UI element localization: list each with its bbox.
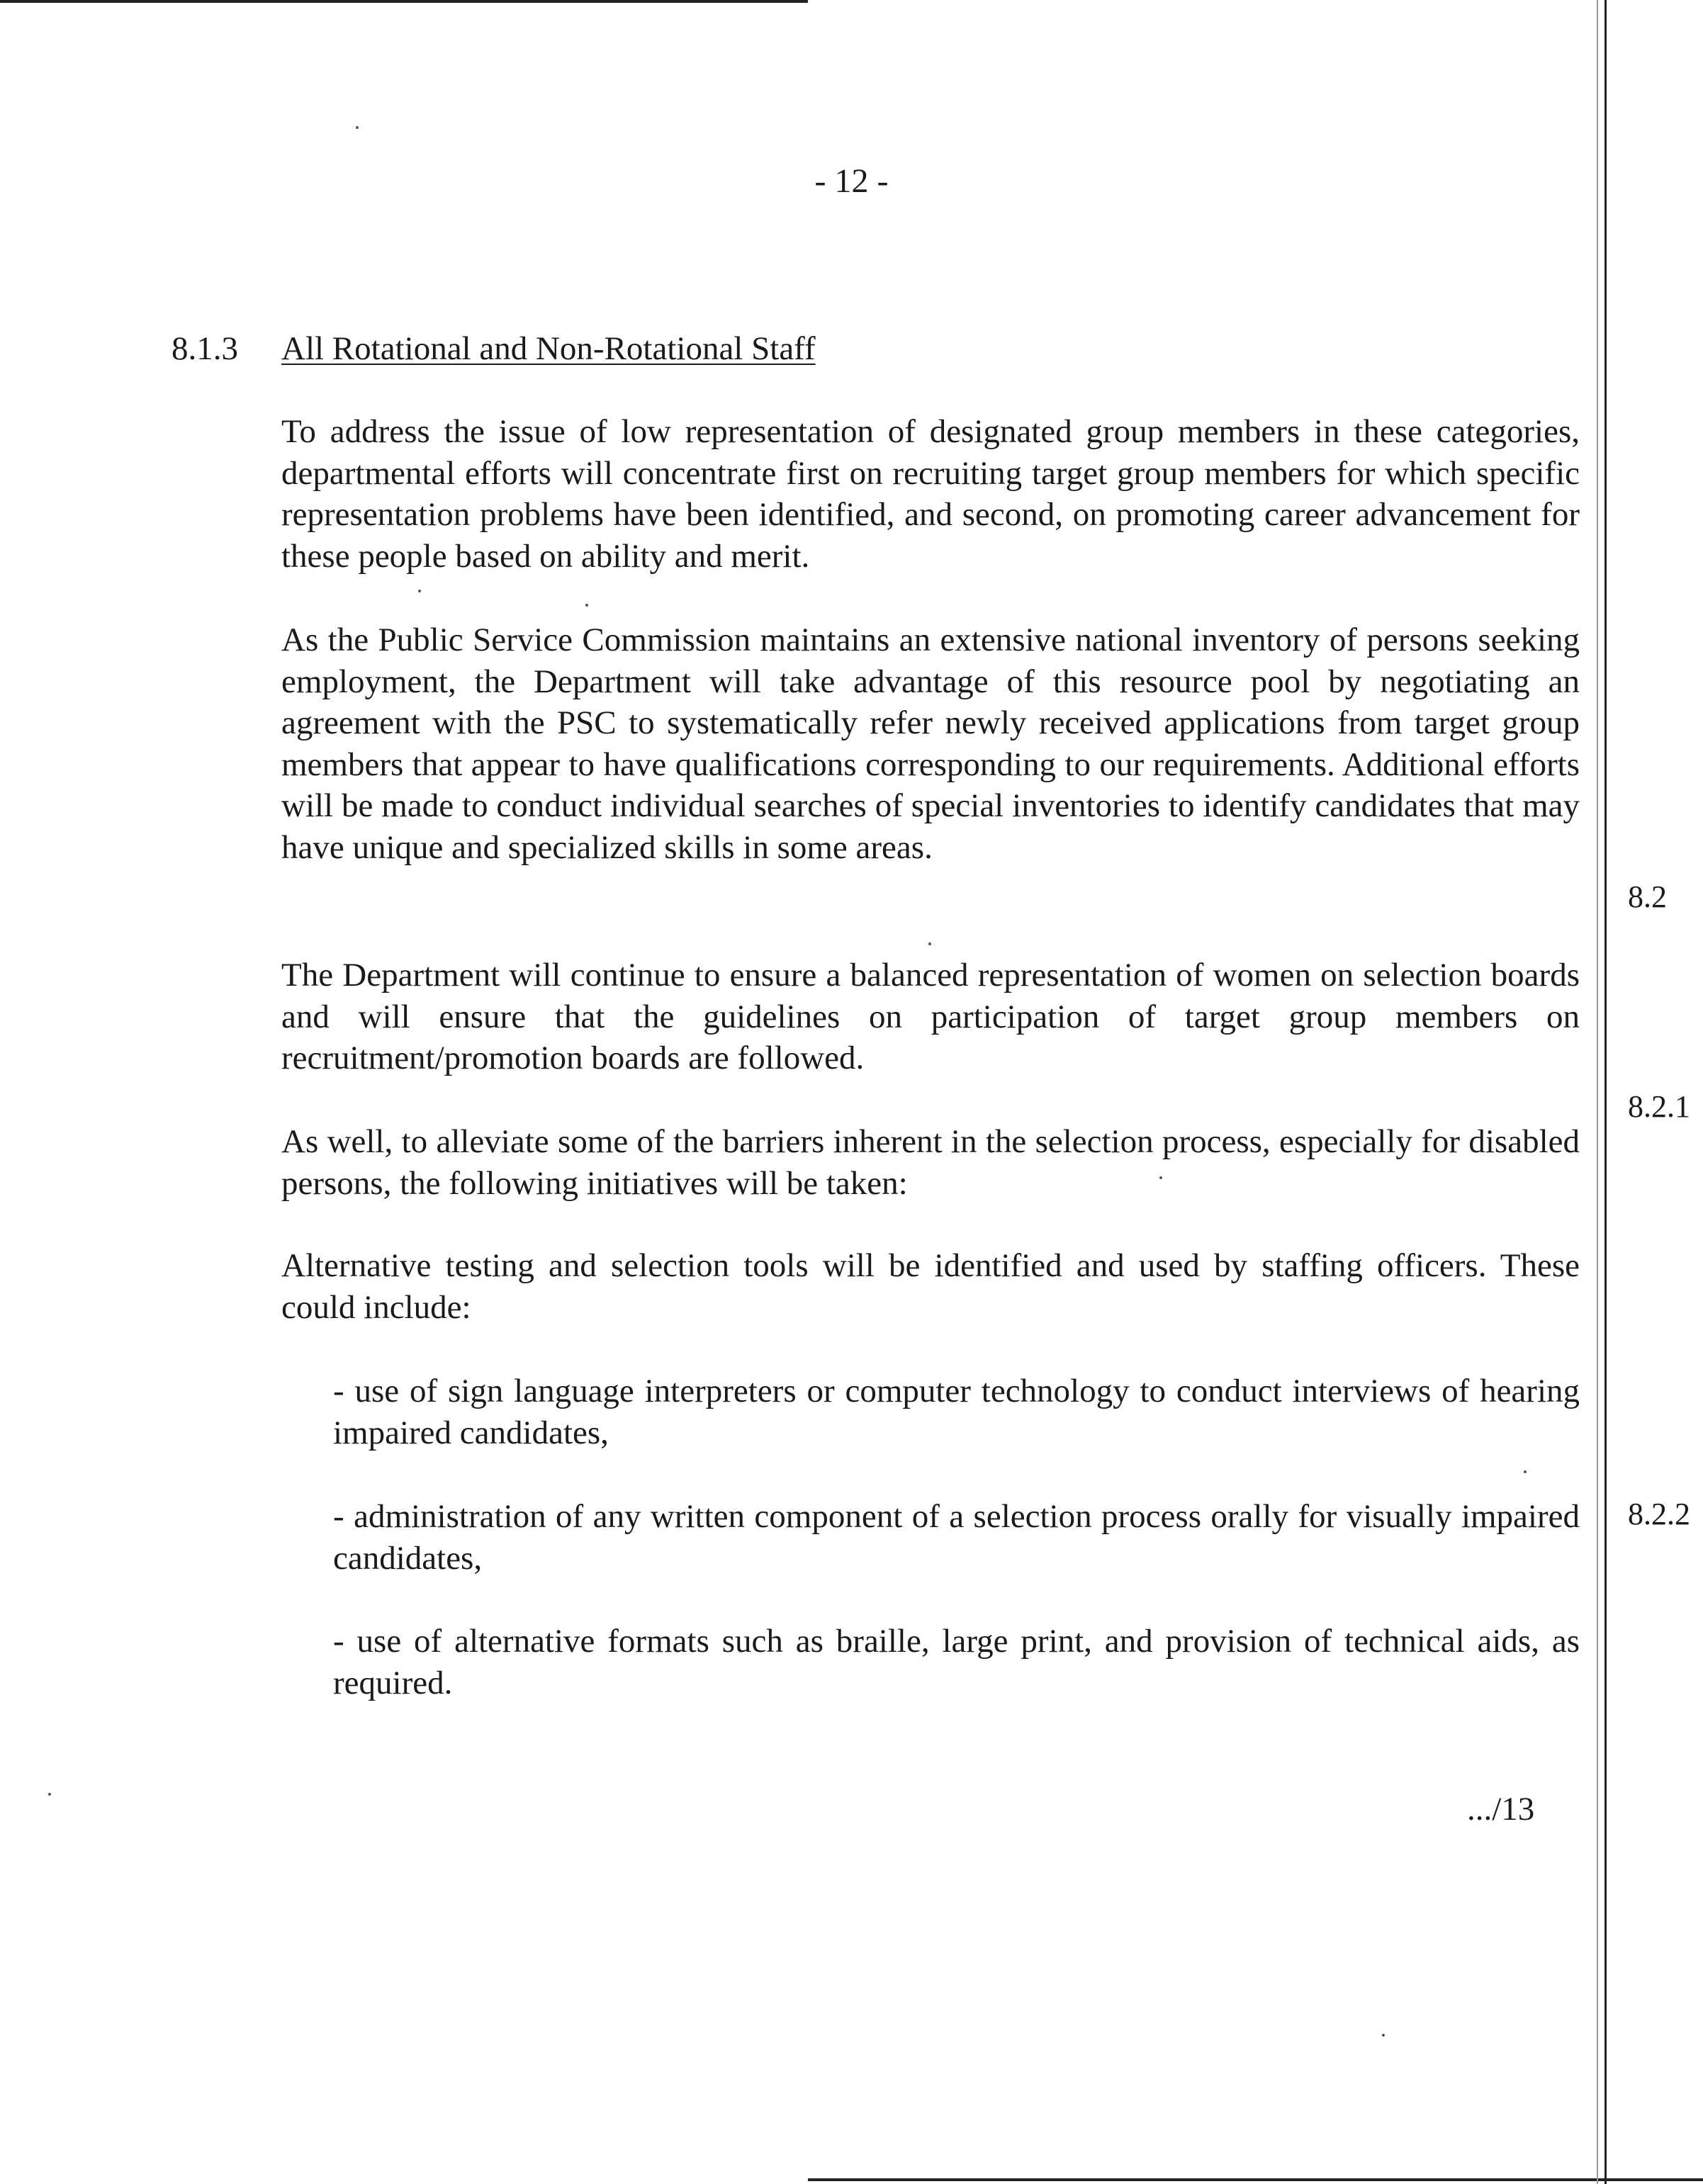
paragraph-psc-inventory: As the Public Service Commission maintains an extensive national inventory of persons seeking employment, the Department will take advantage of this resource pool by negotiating an agreement with the PSC to systematically refer newly received applications from target group members that appear to have qualifications corresponding to our requirements. Additional efforts will be made to conduct individual searches of special inventories to identify candidates that may have unique and specialized skills in some areas. — [281, 621, 1580, 866]
scan-speck — [1159, 1176, 1162, 1179]
top-edge-rule — [0, 0, 808, 3]
section-heading — [172, 329, 816, 368]
continued-marker: .../13 — [1467, 1791, 1535, 1828]
bottom-edge-rule — [808, 2178, 1703, 2181]
scan-speck — [585, 604, 588, 607]
page-number: - 12 - — [814, 162, 889, 200]
margin-rule-thin — [1597, 0, 1598, 2184]
paragraph-selection-boards: The Department will continue to ensure a balanced representation of women on selection boards and will ensure that the guidelines on participation of target group members on recruitment/promotion boards are followed. — [281, 957, 1580, 1076]
section-number: 8.1.3 — [172, 330, 238, 367]
scan-speck — [1382, 2034, 1385, 2037]
list-item-alternative-formats: - use of alternative formats such as braille, large print, and provision of technical aids, as required. — [333, 1623, 1580, 1701]
margin-label-8-2-2: 8.2.2 — [1628, 1497, 1690, 1531]
margin-label-8-2-1: 8.2.1 — [1628, 1089, 1690, 1124]
scan-speck — [1524, 1470, 1527, 1473]
paragraph-alternative-testing: Alternative testing and selection tools will be identified and used by staffing officers. These could include: — [281, 1247, 1580, 1326]
section-title: All Rotational and Non-Rotational Staff — [281, 330, 816, 367]
scan-speck — [418, 590, 421, 592]
margin-label-8-2: 8.2 — [1628, 879, 1667, 914]
paragraph-barriers: As well, to alleviate some of the barriers inherent in the selection process, especially for disabled persons, the following initiatives will be taken: — [281, 1123, 1580, 1202]
list-item-oral-administration: - administration of any written component of a selection process orally for visually impaired candidates, — [333, 1498, 1580, 1577]
scan-speck — [48, 1793, 51, 1796]
scan-speck — [356, 126, 359, 129]
list-item-sign-language: - use of sign language interpreters or computer technology to conduct interviews of hearing impaired candidates, — [333, 1373, 1580, 1451]
scan-speck — [928, 942, 931, 945]
margin-rule-thick — [1604, 0, 1607, 2184]
paragraph-representation: To address the issue of low representation of designated group members in these categories, departmental efforts will concentrate first on recruiting target group members for which specific representation problems have been identified, and second, on promoting career advancement for these people based on ability and merit. — [281, 413, 1580, 575]
